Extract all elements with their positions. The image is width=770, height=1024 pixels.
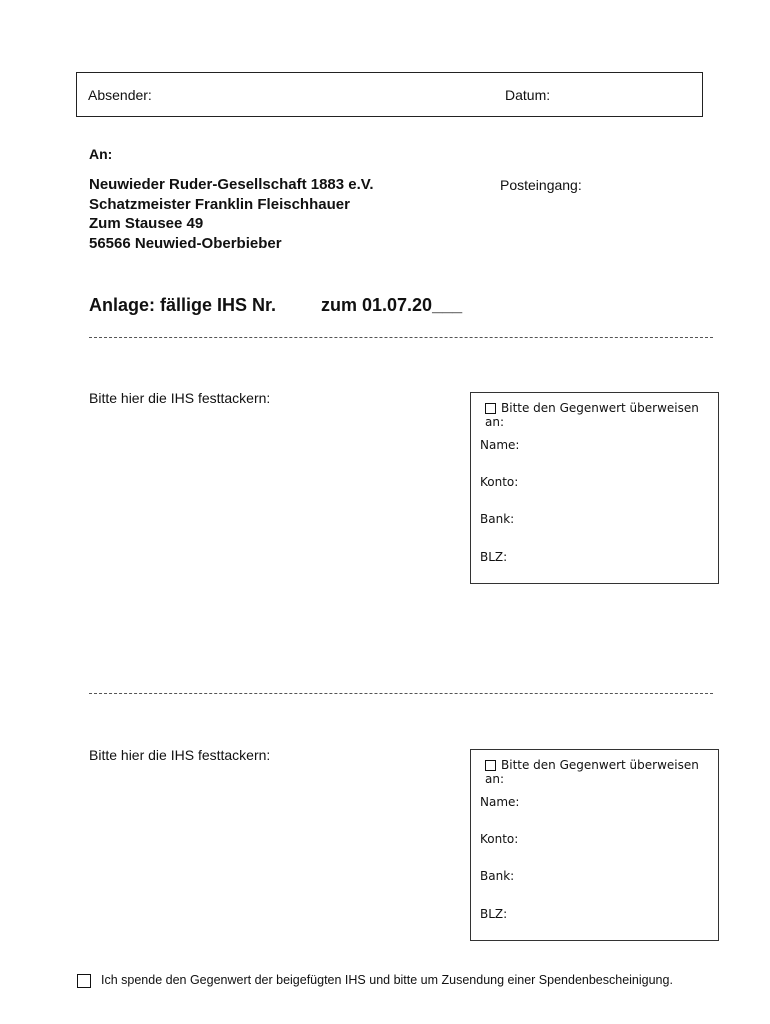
address-line: Neuwieder Ruder-Gesellschaft 1883 e.V. xyxy=(89,176,374,193)
address-line: Zum Stausee 49 xyxy=(89,215,204,232)
name-field[interactable]: Name: xyxy=(480,438,520,452)
sender-date-box xyxy=(76,72,703,117)
transfer-option[interactable] xyxy=(485,401,718,429)
blz-field[interactable]: BLZ: xyxy=(480,550,508,564)
anlage-date: zum 01.07.20___ xyxy=(321,295,463,315)
payment-box xyxy=(470,749,719,941)
bank-field[interactable]: Bank: xyxy=(480,869,515,883)
transfer-checkbox[interactable] xyxy=(485,403,496,414)
transfer-label: Bitte den Gegenwert überweisen an: xyxy=(485,758,699,786)
transfer-checkbox[interactable] xyxy=(485,760,496,771)
staple-label: Bitte hier die IHS festtackern: xyxy=(89,747,271,763)
staple-label: Bitte hier die IHS festtackern: xyxy=(89,390,271,406)
anlage-title: Anlage: fällige IHS Nr. xyxy=(89,295,277,315)
an-label: An: xyxy=(89,146,113,162)
address-line: Schatzmeister Franklin Fleischhauer xyxy=(89,195,350,213)
transfer-label: Bitte den Gegenwert überweisen an: xyxy=(485,401,699,429)
cut-line xyxy=(89,337,713,338)
recipient-address xyxy=(89,175,374,253)
payment-box xyxy=(470,392,719,584)
blz-field[interactable]: BLZ: xyxy=(480,907,508,921)
name-field[interactable]: Name: xyxy=(480,795,520,809)
address-line: 56566 Neuwied-Oberbieber xyxy=(89,234,282,252)
donation-checkbox[interactable] xyxy=(77,974,91,988)
posteingang-label: Posteingang: xyxy=(500,177,582,193)
cut-line xyxy=(89,693,713,694)
datum-label: Datum: xyxy=(505,87,551,103)
absender-label: Absender: xyxy=(88,87,152,103)
donation-label: Ich spende den Gegenwert der beigefügten IHS und bitte um Zusendung einer Spendenbescheinigung. xyxy=(101,973,673,987)
bank-field[interactable]: Bank: xyxy=(480,512,515,526)
konto-field[interactable]: Konto: xyxy=(480,832,519,846)
transfer-option[interactable] xyxy=(485,758,718,786)
konto-field[interactable]: Konto: xyxy=(480,475,519,489)
